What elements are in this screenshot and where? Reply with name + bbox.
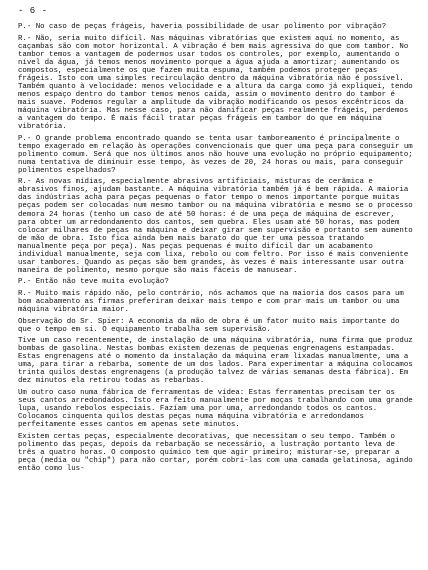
paragraph-answer-1: R.- Não, seria muito difícil. Nas máquinas vibratórias que existem aquí no momento, as caçambas são com motor horizontal. A vibração é bem mais agressiva do que com tambor. No tambor temos a vantagem de podermos usar todos os controles, por exemplo, aumentando o nível da água, já temos menos movimento porque a água ajuda a amortizar; aumentando os compostos, especialmente os que fazem muita espuma, também podemos proteger peças frágeis. Isto com uma simples recirculação dentro da máquina vibratória não é possível. Também quanto à velocidade: menos velocidade e a altura da carga como já expliquei, tendo menos espaço dentro do tambor temos menos caída, assim o movimento dentro do tambor é mais suave. Podemos regular a amplitude da vibração modificando os pesos excêntricos da máquina vibratória. Mas nesse caso, para não danificar peças realmente frágeis, perdemos a vantagem do tempo. É mais fácil tratar peças frágeis em tambor do que em máquina vibratória. xyxy=(18,34,413,132)
paragraph-question-2: P.- O grande problema encontrado quando se tenta usar tamboreamento é principalmente o tempo exagerado em relação às operações convencionais que quer uma peça para conseguir um polimento comum. Será que nos últimos anos não houve uma evolução no próprio equipamento; numa tentativa de diminuir esse tempo, às vezes de 20, 24 horas ou mais, para conseguir polimentos espelhados? xyxy=(18,134,413,175)
paragraph-case-1: Tive um caso recentemente, de instalação de uma máquina vibratória, numa firma que produz bombas de gasolina. Nestas bombas existem dezenas de pequenas engrenagens estampadas. Estas engrenagens até o momento da instalação da máquina eram lixadas manualmente, uma a uma, para tirar a rebarba, somente de um dos lados. Para experimentar a máquina colocamos trinta quilos destas engrenagens (a produção talvez de várias semanas desta fábrica). Em dez minutos ela retirou todas as rebarbas. xyxy=(18,337,413,386)
paragraph-question-3: P.- Então não teve muita evolução? xyxy=(18,278,169,287)
paragraph-question-1: P.- No caso de peças frágeis, haveria possibilidade de usar polimento por vibração? xyxy=(18,23,387,31)
paragraph-closing: Existem certas peças, especialmente decorativas, que necessitam o seu tempo. Também o polimento das peças, depois da rebarbação se necessário, a lustração portanto leva de três a quatro horas. O composto químico tem que agir primeiro; misturar-se, preparar a peça (media ou "chip") para não cortar, porém cobri-las com uma camada gelatinosa, agindo então como lus- xyxy=(18,432,413,473)
paragraph-case-2: Um outro caso numa fábrica de ferramentas de vídea: Estas ferramentas precisam ter os seus cantos arredondados. Isto era feito manualmente por moças trabalhando com uma grande lupa, usando rebolos especiais. Fazíam uma por uma, arredondando todos os cantos. Colocamos cinquenta quilos destas peças numa máquina vibratória e arredondamos perfeitamente esses cantos em apenas sete minutos. xyxy=(18,388,413,430)
page-number: - 6 - xyxy=(18,6,48,16)
paragraph-observation: Observação do Sr. Spier: A economia da mão de obra é um fator muito mais importante do que o tempo em si. O equipamento trabalha sem supervisão. xyxy=(18,317,400,334)
paragraph-answer-2: R.- As novas mídias, especialmente abrasivos artificiais, misturas de cerâmica e abrasivos finos, ajudam bastante. A máquina vibratória também já é bem rápida. A maioria das indústrias acha para peças pequenas o fator tempo o menos importante porque muitas peças podem ser colocadas num mesmo tambor ou na máquina vibratória e mesmo se o processo demora 24 horas (tenho um caso de até 50 horas: é de uma peça de máquina de escrever, para obter um arredondamento dos cantos, sem quebra. Eles usam até 50 horas, mas podem colocar milhares de peças na máquina e deixar girar sem supervisão e portanto sem aumento de mão de obra. Isto fica ainda bem mais barato do que ter uma pessoa tratando manualmente peça por peça). Nas peças pequenas é muito difícil dar um acabamento individual manualmente, seja com lixa, rebolo ou com feltro. Por isso é mais conveniente usar tambores. Quando as peças são bem grandes, às vezes é mais interessante usar outra maneira de polimento, mesmo porque são mais fáceis de manusear. xyxy=(18,178,413,275)
paragraph-answer-3: R.- Muito mais rápido não, pelo contrário, nós achamos que na maioria dos casos para um bom acabamento as firmas preferiram deixar mais tempo e com prar mais um tambor ou uma máquina vibratória maior. xyxy=(18,289,404,315)
